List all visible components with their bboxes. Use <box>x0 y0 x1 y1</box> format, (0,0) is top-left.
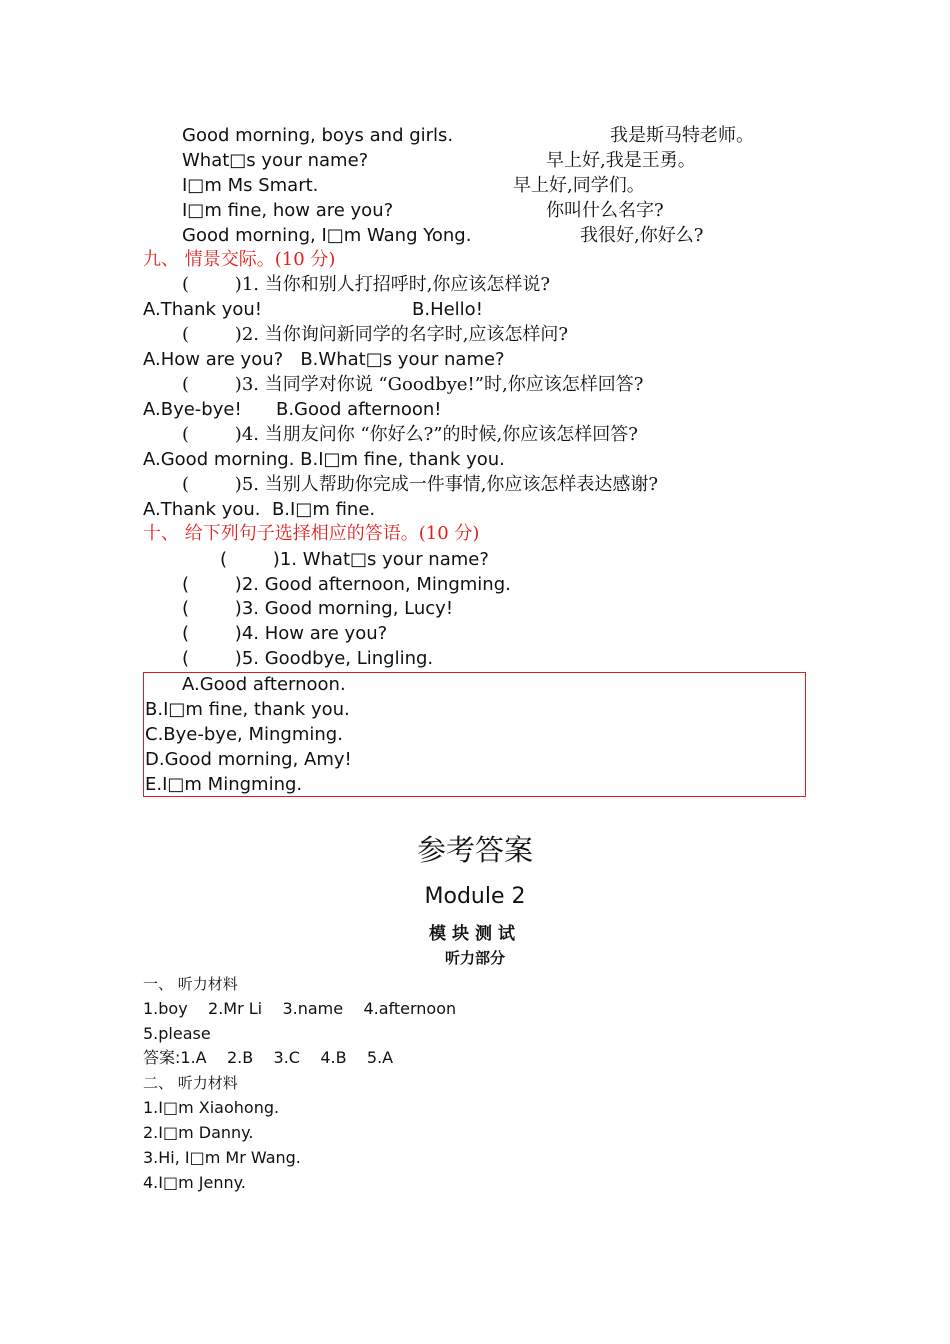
section10-question-5: ( )5. Goodbye, Lingling. <box>182 648 434 669</box>
match-left-3: I□m Ms Smart. <box>182 175 319 196</box>
section9-question-1: ( )1. 当你和别人打招呼时,你应该怎样说? <box>182 274 551 295</box>
box-option-c: C.Bye-bye, Mingming. <box>145 724 343 745</box>
part2-line-3: 3.Hi, I□m Mr Wang. <box>143 1148 301 1167</box>
match-left-1: Good morning, boys and girls. <box>182 125 454 146</box>
part1-answer-key: 答案:1.A 2.B 3.C 4.B 5.A <box>143 1048 394 1067</box>
section10-question-1: ( )1. What□s your name? <box>220 549 489 570</box>
part2-line-1: 1.I□m Xiaohong. <box>143 1098 280 1117</box>
match-right-4: 你叫什么名字? <box>546 200 664 221</box>
section9-question-5: ( )5. 当别人帮助你完成一件事情,你应该怎样表达感谢? <box>182 474 659 495</box>
module-title: Module 2 <box>424 884 526 909</box>
module-test-subtitle: 模块测试 <box>429 924 521 944</box>
section10-heading: 十、 给下列句子选择相应的答语。(10 分) <box>143 523 480 544</box>
box-option-e: E.I□m Mingming. <box>145 774 303 795</box>
section9-q4-options: A.Good morning. B.I□m fine, thank you. <box>143 449 505 470</box>
section9-q1-option-b: B.Hello! <box>412 299 483 320</box>
box-option-d: D.Good morning, Amy! <box>145 749 352 770</box>
section9-q2-options: A.How are you? B.What□s your name? <box>143 349 505 370</box>
section9-question-3: ( )3. 当同学对你说 “Goodbye!”时,你应该怎样回答? <box>182 374 644 395</box>
match-left-2: What□s your name? <box>182 150 369 171</box>
section10-question-4: ( )4. How are you? <box>182 623 388 644</box>
box-option-a: A.Good afternoon. <box>182 674 346 695</box>
section9-question-2: ( )2. 当你询问新同学的名字时,应该怎样问? <box>182 324 569 345</box>
match-left-5: Good morning, I□m Wang Yong. <box>182 225 472 246</box>
part1-line-2: 5.please <box>143 1024 211 1043</box>
match-right-2: 早上好,我是王勇。 <box>546 150 696 171</box>
section10-question-2: ( )2. Good afternoon, Mingming. <box>182 574 511 595</box>
section9-q1-option-a: A.Thank you! <box>143 299 262 320</box>
section9-question-4: ( )4. 当朋友问你 “你好么?”的时候,你应该怎样回答? <box>182 424 638 445</box>
part1-heading: 一、 听力材料 <box>143 975 238 993</box>
section9-heading: 九、 情景交际。(10 分) <box>143 249 336 270</box>
part1-line-1: 1.boy 2.Mr Li 3.name 4.afternoon <box>143 999 457 1018</box>
part2-heading: 二、 听力材料 <box>143 1074 238 1092</box>
match-right-3: 早上好,同学们。 <box>513 175 645 196</box>
box-option-b: B.I□m fine, thank you. <box>145 699 350 720</box>
match-right-1: 我是斯马特老师。 <box>610 125 754 146</box>
part2-line-4: 4.I□m Jenny. <box>143 1173 246 1192</box>
match-right-5: 我很好,你好么? <box>580 225 704 246</box>
answers-title: 参考答案 <box>416 833 533 867</box>
part2-line-2: 2.I□m Danny. <box>143 1123 254 1142</box>
match-left-4: I□m fine, how are you? <box>182 200 394 221</box>
section9-q5-options: A.Thank you. B.I□m fine. <box>143 499 376 520</box>
listening-subtitle: 听力部分 <box>444 949 505 967</box>
section9-q3-options: A.Bye-bye! B.Good afternoon! <box>143 399 442 420</box>
section10-question-3: ( )3. Good morning, Lucy! <box>182 598 454 619</box>
